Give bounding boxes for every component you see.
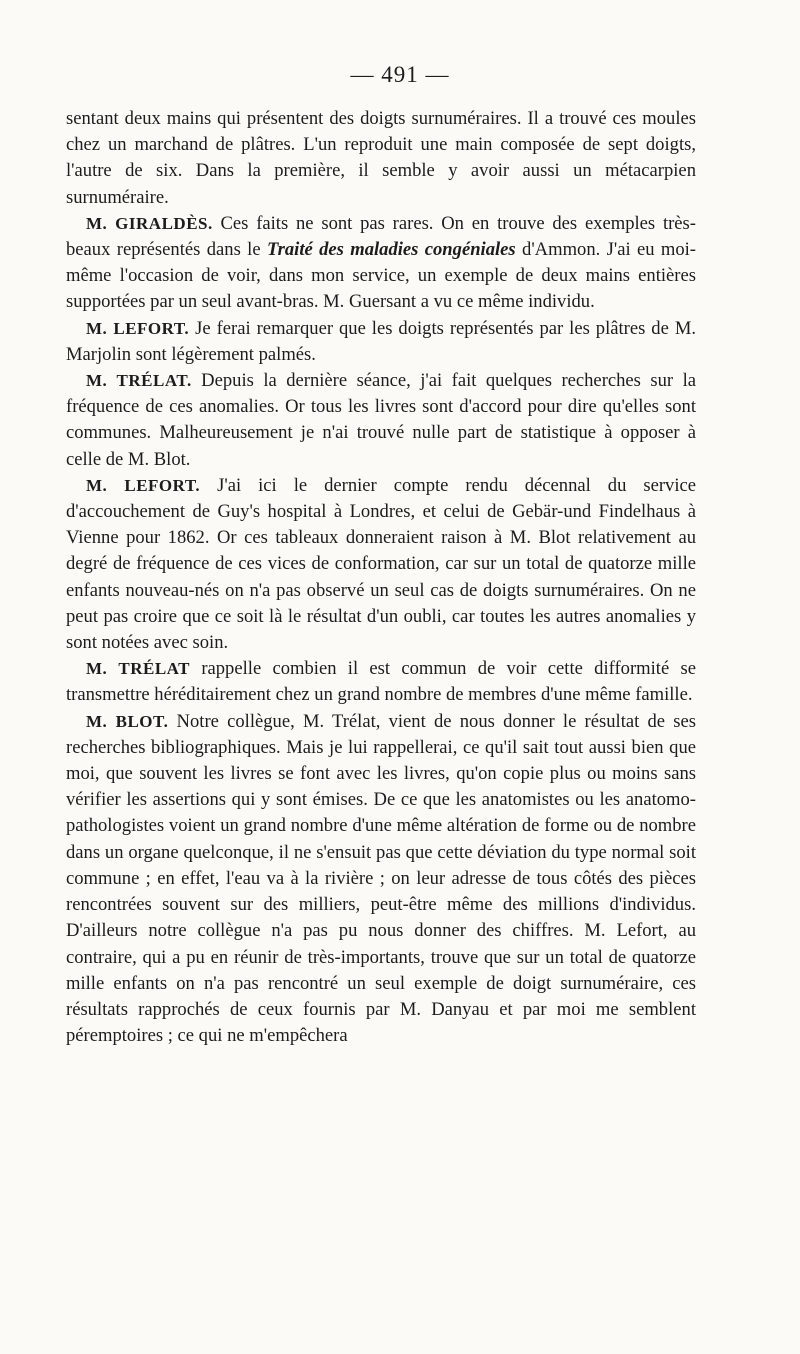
- paragraph-text: Je ferai remarquer que les doigts représentés par les plâtres de M. Marjolin sont légèrement palmés.: [66, 317, 696, 365]
- speaker-name: M. TRÉLAT: [86, 659, 191, 679]
- paragraph-lefort-2: [66, 473, 696, 656]
- paragraph-text: Depuis la dernière séance, j'ai fait quelques recherches sur la fréquence de ces anomalies. Or tous les livres sont d'accord pour dire qu'elles sont communes. Malheureusement je n'ai trouvé nulle part de statistique à opposer à celle de M. Blot.: [66, 370, 696, 470]
- body-text: [66, 106, 696, 1049]
- paragraph-text: sentant deux mains qui présentent des doigts surnuméraires. Il a trouvé ces moules chez un marchand de plâtres. L'un reproduit une main composée de sept doigts, l'autre de six. Dans la première, il semble y avoir aussi un métacarpien surnuméraire.: [66, 108, 696, 208]
- paragraph-text: J'ai ici le dernier compte rendu décennal du service d'accouchement de Guy's hospital à Londres, et celui de Gebär-und Findelhaus à Vienne pour 1862. Or ces tableaux donneraient raison à M. Blot relativement au degré de fréquence de ces vices de conformation, car sur un total de quatorze mille enfants nouveau-nés on n'a pas observé un seul cas de doigts surnuméraires. On ne peut pas croire que ce soit là le résultat d'un oubli, car toutes les autres anomalies y sont notées avec soin.: [66, 474, 696, 654]
- paragraph-text: Notre collègue, M. Trélat, vient de nous donner le résultat de ses recherches bibliographiques. Mais je lui rappellerai, ce qu'il sait tout aussi bien que moi, que souvent les livres se font avec les livres, qu'on copie plus ou moins sans vérifier les assertions qui y sont émises. De ce que les anatomistes ou les anatomo-pathologistes voient un grand nombre d'une même altération de forme ou de nombre dans un organe quelconque, il ne s'ensuit pas que cette déviation du type normal soit commune ; en effet, l'eau va à la rivière ; on leur adresse de tous côtés des pièces rencontrées souvent sur des milliers, peut-être même des millions d'individus. D'ailleurs notre collègue n'a pas pu nous donner des chiffres. M. Lefort, au contraire, qui a pu en réunir de très-importants, trouve que sur un total de quatorze mille enfants on n'a pas rencontré un seul exemple de doigt surnuméraire, ces résultats rapprochés de ceux fournis par M. Danyau et par moi me semblent péremptoires ; ce qui ne m'empêchera: [66, 710, 696, 1047]
- paragraph-trelat-1: [66, 368, 696, 473]
- paragraph-lefort-1: [66, 316, 696, 368]
- speaker-name: M. GIRALDÈS.: [86, 213, 213, 233]
- paragraph-giraldes: [66, 211, 696, 316]
- paragraph-text: rappelle combien il est commun de voir cette difformité se transmettre héréditairement chez un grand nombre de membres d'une même famille.: [66, 658, 696, 706]
- paragraph-text: d'Ammon. J'ai eu moi-même l'occasion de voir, dans mon service, un exemple de deux mains entières supportées par un seul avant-bras. M. Guersant a vu ce même individu.: [66, 239, 697, 313]
- speaker-name: M. TRÉLAT.: [86, 371, 192, 391]
- speaker-name: M. BLOT.: [86, 711, 169, 731]
- speaker-name: M. LEFORT.: [86, 475, 201, 495]
- paragraph-continuation: [66, 106, 696, 211]
- paragraph-blot: [66, 709, 696, 1050]
- book-title: Traité des maladies congéniales: [266, 239, 516, 261]
- speaker-name: M. LEFORT.: [86, 318, 190, 338]
- paragraph-trelat-2: [66, 656, 696, 708]
- page-number: — 491 —: [350, 62, 450, 87]
- paragraph-text: Ces faits ne sont pas rares. On en trouve des exemples très-beaux représentés dans le: [66, 212, 696, 261]
